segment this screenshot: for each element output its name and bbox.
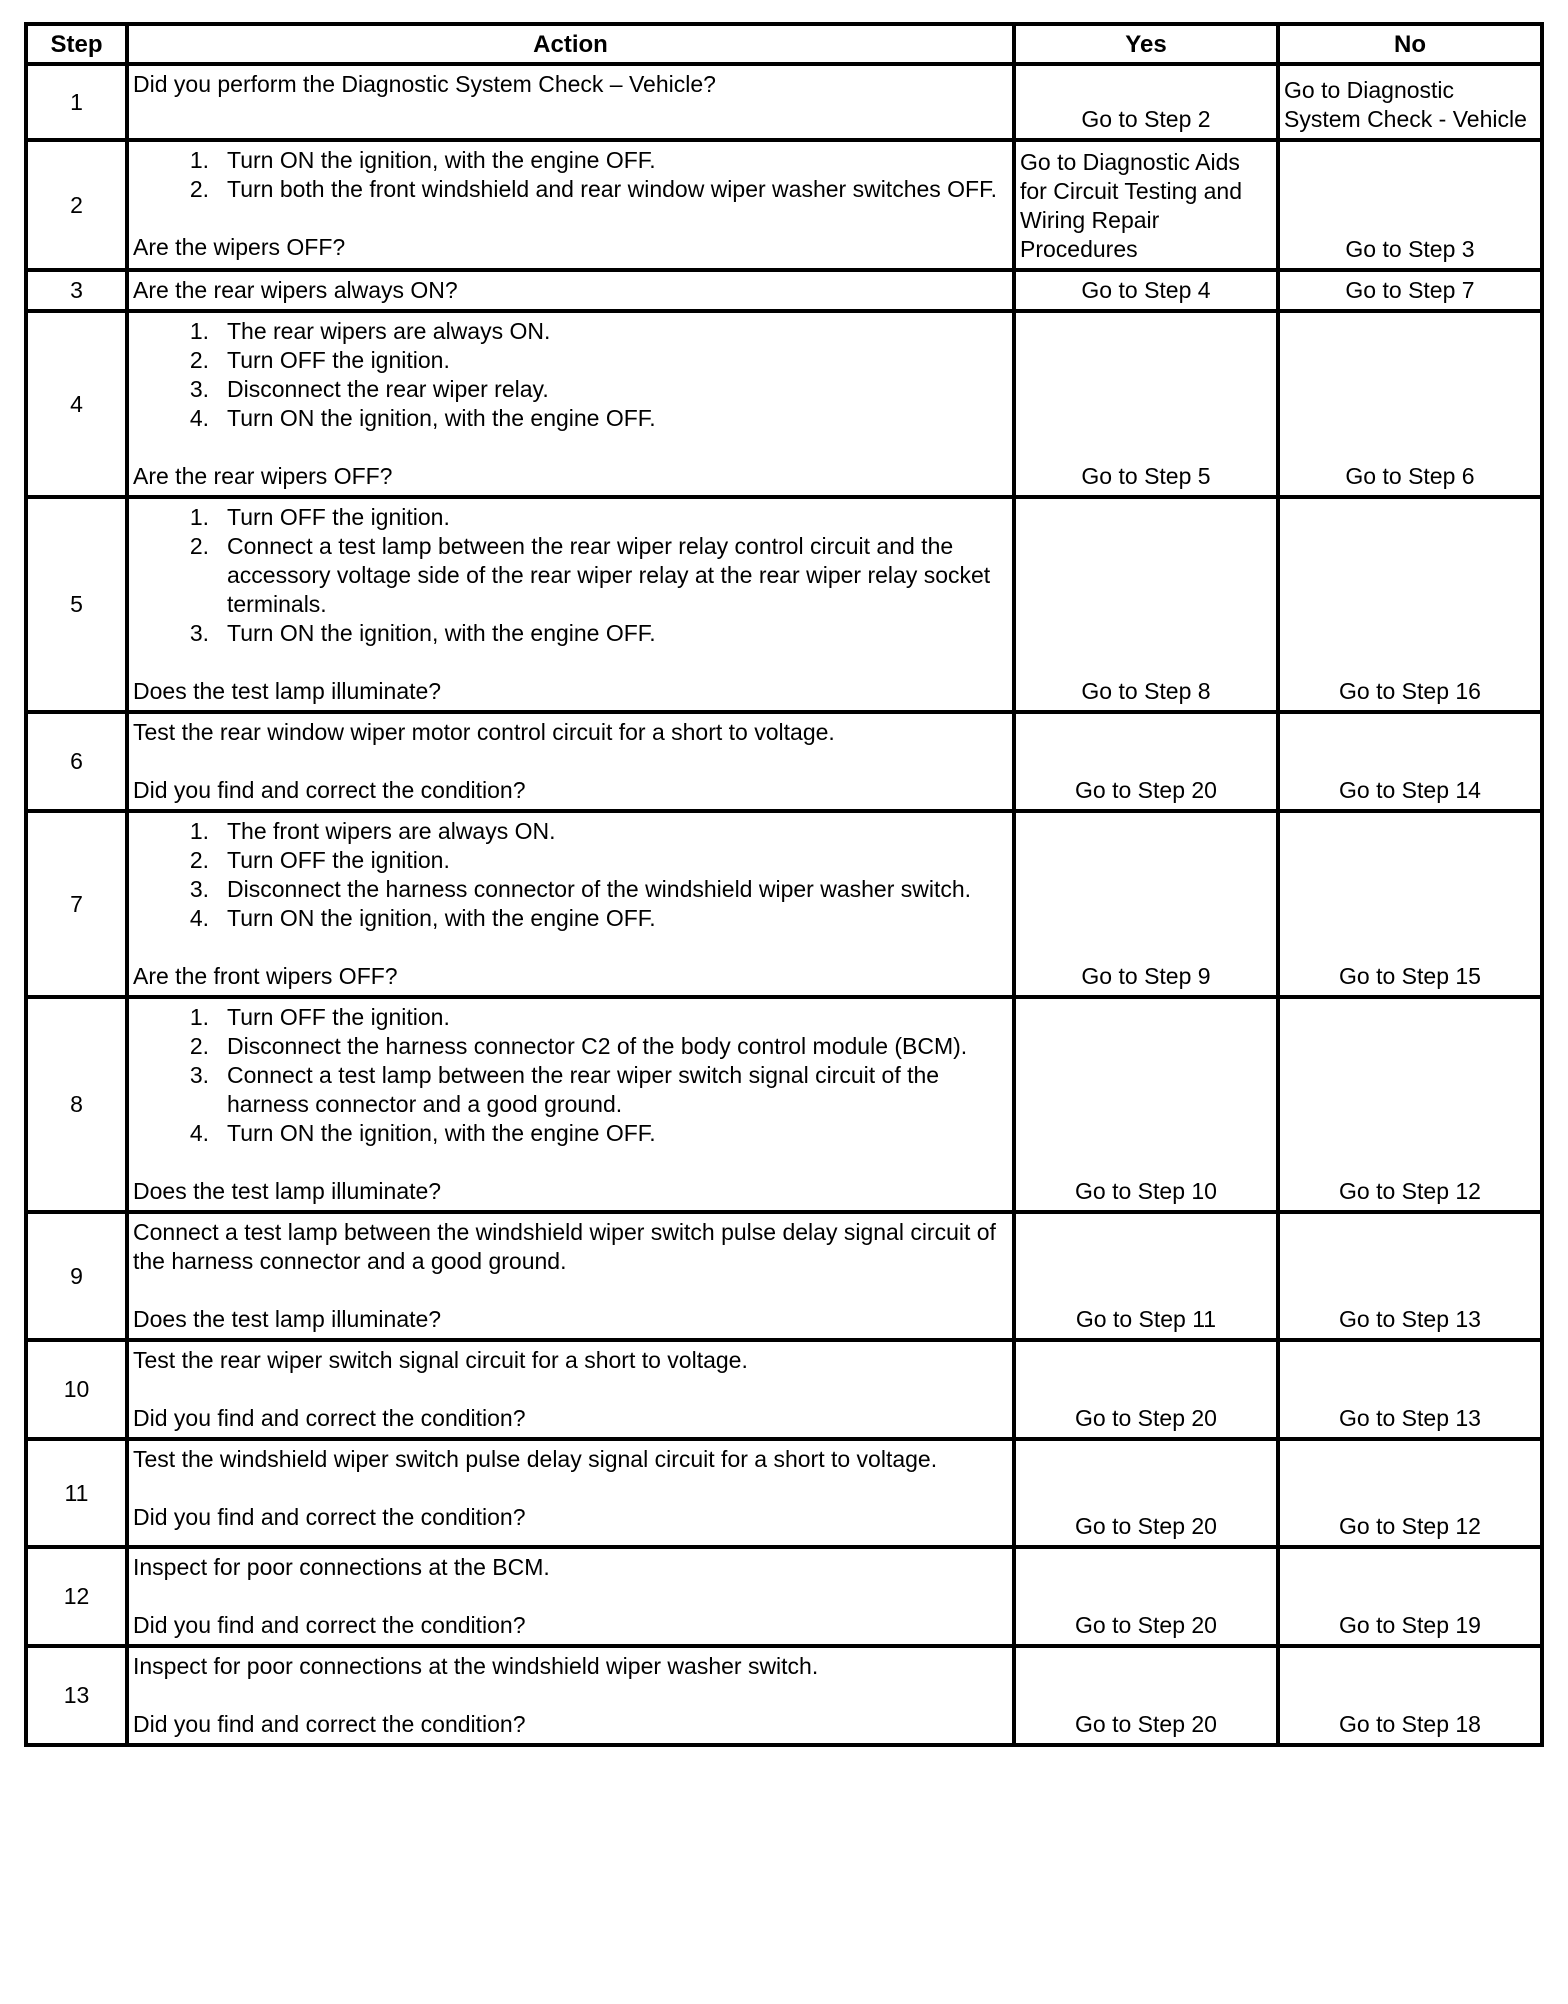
list-item-number: 2. bbox=[189, 1033, 209, 1059]
list-item-text: Connect a test lamp between the rear wiper relay control circuit and the accessory voltage side of the rear wiper relay at the rear wiper relay socket terminals. bbox=[227, 533, 991, 617]
list-item bbox=[133, 532, 1008, 619]
blank-line bbox=[133, 1474, 1008, 1503]
list-item-number: 2. bbox=[189, 347, 209, 373]
action-cell bbox=[127, 270, 1014, 311]
table-row bbox=[26, 1547, 1542, 1646]
action-cell bbox=[127, 1646, 1014, 1745]
table-row bbox=[26, 311, 1542, 497]
list-item-text: Disconnect the harness connector C2 of the body control module (BCM). bbox=[227, 1033, 968, 1059]
action-cell bbox=[127, 1212, 1014, 1340]
step-number: 12 bbox=[26, 1547, 127, 1646]
list-item-number: 2. bbox=[189, 533, 209, 559]
list-item bbox=[133, 904, 1008, 933]
yes-result: Go to Step 20 bbox=[1014, 1340, 1278, 1439]
action-text: Test the rear window wiper motor control circuit for a short to voltage. bbox=[133, 719, 835, 745]
list-item bbox=[133, 375, 1008, 404]
table-row bbox=[26, 1439, 1542, 1547]
list-item-number: 1. bbox=[189, 147, 209, 173]
list-item-text: Turn OFF the ignition. bbox=[227, 1004, 450, 1030]
action-cell bbox=[127, 140, 1014, 270]
step-number: 6 bbox=[26, 712, 127, 811]
yes-result: Go to Step 11 bbox=[1014, 1212, 1278, 1340]
action-cell bbox=[127, 497, 1014, 712]
list-item-number: 3. bbox=[189, 376, 209, 402]
step-number: 1 bbox=[26, 64, 127, 140]
action-steps-list bbox=[133, 817, 1008, 933]
table-row bbox=[26, 64, 1542, 140]
list-item bbox=[133, 1119, 1008, 1148]
diagnostic-table-sheet bbox=[24, 22, 1544, 1747]
action-text: Inspect for poor connections at the windshield wiper washer switch. bbox=[133, 1653, 819, 1679]
action-cell bbox=[127, 1340, 1014, 1439]
action-cell bbox=[127, 1439, 1014, 1547]
no-result: Go to Step 13 bbox=[1278, 1212, 1542, 1340]
list-item bbox=[133, 619, 1008, 648]
yes-result: Go to Step 8 bbox=[1014, 497, 1278, 712]
table-row bbox=[26, 270, 1542, 311]
action-cell bbox=[127, 1547, 1014, 1646]
list-item bbox=[133, 503, 1008, 532]
yes-result: Go to Step 20 bbox=[1014, 1547, 1278, 1646]
yes-result: Go to Step 9 bbox=[1014, 811, 1278, 997]
step-number: 3 bbox=[26, 270, 127, 311]
step-number: 10 bbox=[26, 1340, 127, 1439]
list-item bbox=[133, 317, 1008, 346]
header-no: No bbox=[1278, 24, 1542, 64]
action-question: Did you find and correct the condition? bbox=[133, 777, 526, 803]
list-item-text: The front wipers are always ON. bbox=[227, 818, 556, 844]
list-item bbox=[133, 1003, 1008, 1032]
table-row bbox=[26, 1340, 1542, 1439]
blank-line bbox=[133, 1276, 1008, 1305]
header-step: Step bbox=[26, 24, 127, 64]
list-item-text: Turn OFF the ignition. bbox=[227, 504, 450, 530]
step-number: 8 bbox=[26, 997, 127, 1212]
table-row bbox=[26, 811, 1542, 997]
blank-line bbox=[133, 648, 1008, 677]
action-cell bbox=[127, 811, 1014, 997]
header-yes: Yes bbox=[1014, 24, 1278, 64]
list-item-text: Disconnect the harness connector of the windshield wiper washer switch. bbox=[227, 876, 972, 902]
blank-line bbox=[133, 1375, 1008, 1404]
yes-result: Go to Diagnostic Aids for Circuit Testing and Wiring Repair Procedures bbox=[1014, 140, 1278, 270]
action-question: Did you find and correct the condition? bbox=[133, 1405, 526, 1431]
no-result: Go to Step 15 bbox=[1278, 811, 1542, 997]
list-item-number: 4. bbox=[189, 905, 209, 931]
list-item-text: Turn both the front windshield and rear window wiper washer switches OFF. bbox=[227, 176, 997, 202]
no-result: Go to Step 6 bbox=[1278, 311, 1542, 497]
no-result: Go to Step 14 bbox=[1278, 712, 1542, 811]
yes-result: Go to Step 2 bbox=[1014, 64, 1278, 140]
table-row bbox=[26, 1646, 1542, 1745]
blank-line bbox=[133, 204, 1008, 233]
list-item bbox=[133, 846, 1008, 875]
list-item-text: Turn OFF the ignition. bbox=[227, 347, 450, 373]
list-item-text: Turn ON the ignition, with the engine OFF. bbox=[227, 1120, 656, 1146]
blank-line bbox=[133, 1681, 1008, 1710]
step-number: 5 bbox=[26, 497, 127, 712]
step-number: 2 bbox=[26, 140, 127, 270]
list-item-text: Disconnect the rear wiper relay. bbox=[227, 376, 549, 402]
action-text: Test the rear wiper switch signal circuit for a short to voltage. bbox=[133, 1347, 748, 1373]
table-row bbox=[26, 1212, 1542, 1340]
list-item-text: Connect a test lamp between the rear wiper switch signal circuit of the harness connector and a good ground. bbox=[227, 1062, 940, 1117]
no-result: Go to Step 12 bbox=[1278, 997, 1542, 1212]
list-item-text: Turn ON the ignition, with the engine OFF. bbox=[227, 147, 656, 173]
blank-line bbox=[133, 933, 1008, 962]
table-row bbox=[26, 997, 1542, 1212]
no-result: Go to Step 3 bbox=[1278, 140, 1542, 270]
action-question: Did you find and correct the condition? bbox=[133, 1612, 526, 1638]
action-question: Did you find and correct the condition? bbox=[133, 1504, 526, 1530]
action-question: Does the test lamp illuminate? bbox=[133, 1306, 442, 1332]
yes-result: Go to Step 4 bbox=[1014, 270, 1278, 311]
action-question: Are the front wipers OFF? bbox=[133, 963, 398, 989]
table-row bbox=[26, 712, 1542, 811]
header-action: Action bbox=[127, 24, 1014, 64]
list-item-number: 4. bbox=[189, 1120, 209, 1146]
yes-result: Go to Step 20 bbox=[1014, 712, 1278, 811]
list-item-number: 3. bbox=[189, 876, 209, 902]
no-result: Go to Step 12 bbox=[1278, 1439, 1542, 1547]
list-item-number: 3. bbox=[189, 620, 209, 646]
action-question: Did you perform the Diagnostic System Check – Vehicle? bbox=[133, 71, 716, 97]
yes-result: Go to Step 10 bbox=[1014, 997, 1278, 1212]
action-text: Test the windshield wiper switch pulse delay signal circuit for a short to voltage. bbox=[133, 1446, 938, 1472]
list-item-number: 2. bbox=[189, 176, 209, 202]
blank-line bbox=[133, 433, 1008, 462]
list-item-text: The rear wipers are always ON. bbox=[227, 318, 551, 344]
list-item-number: 1. bbox=[189, 818, 209, 844]
list-item-number: 1. bbox=[189, 318, 209, 344]
step-number: 7 bbox=[26, 811, 127, 997]
no-result: Go to Step 18 bbox=[1278, 1646, 1542, 1745]
yes-result: Go to Step 20 bbox=[1014, 1439, 1278, 1547]
action-question: Are the rear wipers always ON? bbox=[133, 277, 458, 303]
step-number: 9 bbox=[26, 1212, 127, 1340]
action-text: Connect a test lamp between the windshield wiper switch pulse delay signal circuit of the harness connector and a good ground. bbox=[133, 1219, 996, 1274]
step-number: 13 bbox=[26, 1646, 127, 1745]
no-result: Go to Step 13 bbox=[1278, 1340, 1542, 1439]
list-item-number: 1. bbox=[189, 504, 209, 530]
list-item bbox=[133, 1032, 1008, 1061]
action-steps-list bbox=[133, 317, 1008, 433]
blank-line bbox=[133, 1148, 1008, 1177]
list-item-number: 3. bbox=[189, 1062, 209, 1088]
action-steps-list bbox=[133, 503, 1008, 648]
step-number: 4 bbox=[26, 311, 127, 497]
table-header-row bbox=[26, 24, 1542, 64]
action-question: Are the wipers OFF? bbox=[133, 234, 346, 260]
yes-result: Go to Step 20 bbox=[1014, 1646, 1278, 1745]
list-item-number: 4. bbox=[189, 405, 209, 431]
no-result: Go to Step 7 bbox=[1278, 270, 1542, 311]
action-cell bbox=[127, 997, 1014, 1212]
action-text: Inspect for poor connections at the BCM. bbox=[133, 1554, 550, 1580]
list-item-text: Turn ON the ignition, with the engine OFF. bbox=[227, 905, 656, 931]
list-item bbox=[133, 1061, 1008, 1119]
list-item bbox=[133, 875, 1008, 904]
list-item-text: Turn ON the ignition, with the engine OFF. bbox=[227, 620, 656, 646]
action-cell bbox=[127, 311, 1014, 497]
action-cell bbox=[127, 712, 1014, 811]
list-item bbox=[133, 817, 1008, 846]
action-cell bbox=[127, 64, 1014, 140]
action-question: Are the rear wipers OFF? bbox=[133, 463, 393, 489]
list-item-text: Turn OFF the ignition. bbox=[227, 847, 450, 873]
table-row bbox=[26, 140, 1542, 270]
list-item-text: Turn ON the ignition, with the engine OFF. bbox=[227, 405, 656, 431]
diagnostic-table bbox=[24, 22, 1544, 1747]
blank-line bbox=[133, 1582, 1008, 1611]
list-item-number: 1. bbox=[189, 1004, 209, 1030]
list-item bbox=[133, 175, 1008, 204]
no-result: Go to Diagnostic System Check - Vehicle bbox=[1278, 64, 1542, 140]
list-item bbox=[133, 404, 1008, 433]
action-question: Does the test lamp illuminate? bbox=[133, 678, 442, 704]
action-question: Did you find and correct the condition? bbox=[133, 1711, 526, 1737]
no-result: Go to Step 16 bbox=[1278, 497, 1542, 712]
list-item-number: 2. bbox=[189, 847, 209, 873]
table-row bbox=[26, 497, 1542, 712]
action-steps-list bbox=[133, 1003, 1008, 1148]
action-steps-list bbox=[133, 146, 1008, 204]
list-item bbox=[133, 346, 1008, 375]
step-number: 11 bbox=[26, 1439, 127, 1547]
no-result: Go to Step 19 bbox=[1278, 1547, 1542, 1646]
yes-result: Go to Step 5 bbox=[1014, 311, 1278, 497]
action-question: Does the test lamp illuminate? bbox=[133, 1178, 442, 1204]
list-item bbox=[133, 146, 1008, 175]
blank-line bbox=[133, 747, 1008, 776]
